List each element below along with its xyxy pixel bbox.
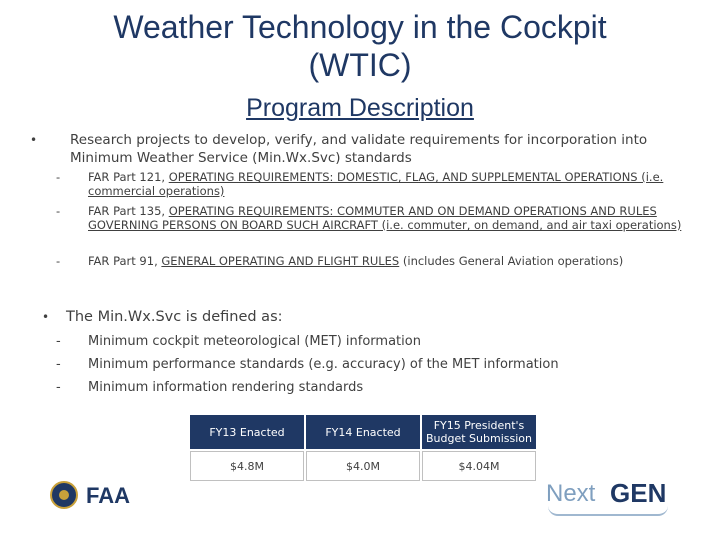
budget-header-row <box>190 415 536 449</box>
bullet-research-text: Research projects to develop, verify, and validate requirements for incorporation into Minimum Weather Service (Min.Wx.Svc) standards <box>70 132 648 166</box>
budget-header-fy14: FY14 Enacted <box>306 415 420 449</box>
bullet-minwxsvc-text: The Min.Wx.Svc is defined as: <box>66 309 283 325</box>
far91-prefix: FAR Part 91, <box>88 254 162 268</box>
far121-prefix: FAR Part 121, <box>88 170 169 184</box>
bullet-dot: • <box>42 310 50 324</box>
budget-value-fy13: $4.8M <box>190 451 304 481</box>
faa-seal-icon <box>50 481 78 509</box>
far91-link[interactable]: GENERAL OPERATING AND FLIGHT RULES <box>161 254 400 268</box>
def-item-text: Minimum performance standards (e.g. accuracy) of the MET information <box>88 357 559 372</box>
budget-value-row <box>190 451 536 481</box>
dash-marker: - <box>56 204 61 218</box>
bullet-dot: • <box>30 133 38 147</box>
nextgen-arc-icon <box>548 506 668 516</box>
faa-logo-text: FAA <box>86 483 130 508</box>
budget-value-fy15: $4.04M <box>422 451 536 481</box>
def-item-text: Minimum information rendering standards <box>88 380 364 395</box>
dash-marker: - <box>56 380 61 395</box>
nextgen-logo <box>546 478 676 518</box>
far135-prefix: FAR Part 135, <box>88 204 169 218</box>
dash-marker: - <box>56 254 61 268</box>
slide-title <box>0 8 720 84</box>
budget-value-fy14: $4.0M <box>306 451 420 481</box>
dash-marker: - <box>56 170 61 184</box>
slide-subtitle: Program Description <box>246 94 474 122</box>
def-item-text: Minimum cockpit meteorological (MET) information <box>88 334 421 349</box>
nextgen-next-text: Next <box>546 480 596 507</box>
far135-link[interactable]: OPERATING REQUIREMENTS: COMMUTER AND ON DEMAND OPERATIONS AND RULES GOVERNING PERSONS ON BOARD SUCH AIRCRAFT (i.e. commuter, on demand, and air taxi operations) <box>88 204 682 232</box>
budget-table <box>188 413 538 483</box>
nextgen-gen-text: GEN <box>610 478 667 508</box>
far91-suffix: (includes General Aviation operations) <box>399 254 624 268</box>
budget-header-fy13: FY13 Enacted <box>190 415 304 449</box>
title-line-1: Weather Technology in the Cockpit <box>113 9 607 45</box>
far121-link[interactable]: OPERATING REQUIREMENTS: DOMESTIC, FLAG, AND SUPPLEMENTAL OPERATIONS (i.e. commercial operations) <box>88 170 664 198</box>
dash-marker: - <box>56 334 61 349</box>
budget-header-fy15: FY15 President's Budget Submission <box>422 415 536 449</box>
dash-marker: - <box>56 357 61 372</box>
title-line-2: (WTIC) <box>308 47 412 83</box>
